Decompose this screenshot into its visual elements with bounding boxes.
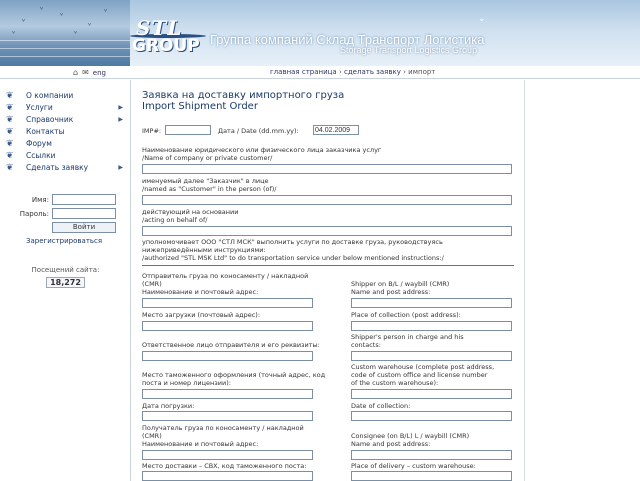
username-label: Имя: xyxy=(31,196,49,204)
authorization-text-en: /authorized "STL MSK Ltd" to do transportation service under below mentioned instructions:/ xyxy=(142,254,444,262)
company-name-en: Storage Transport Logistics Group xyxy=(340,45,478,55)
custom-warehouse-input[interactable] xyxy=(351,389,512,399)
authorization-text-2: нижеприведёнными инструкциями: xyxy=(142,246,266,254)
wave-bullet-icon: ❦ xyxy=(6,115,14,125)
page-title-en: Import Shipment Order xyxy=(142,101,258,112)
breadcrumb-home[interactable]: главная страница xyxy=(270,68,337,76)
shipper-person-input[interactable] xyxy=(351,351,512,361)
consignee-label-en: Consignee (on B/L) L / waybill (CMR) xyxy=(351,432,470,440)
breadcrumb: главная страница › сделать заявку › импорт xyxy=(270,68,436,76)
password-input[interactable] xyxy=(52,208,116,219)
imp-label: IMP#: xyxy=(142,127,162,135)
page-title xyxy=(142,90,344,112)
loading-place-input[interactable] xyxy=(142,321,313,331)
authorization-text: уполномочивает ООО "СТЛ МСК" выполнить услуги по доставке груза, руководствуясь xyxy=(142,238,443,246)
wave-bullet-icon: ❦ xyxy=(6,163,14,173)
home-icon[interactable]: ⌂ xyxy=(73,68,79,77)
site-header xyxy=(0,0,640,66)
shipper-contact-input[interactable] xyxy=(142,351,313,361)
nav-item-services[interactable]: ❦ Услуги ▶ xyxy=(6,103,123,113)
nav-item-contacts[interactable]: ❦ Контакты xyxy=(6,127,65,137)
consignee-name-en-input[interactable] xyxy=(351,450,512,460)
visit-counter xyxy=(0,266,131,288)
custom-warehouse-label: Custom warehouse (complete post address, xyxy=(351,363,495,371)
wave-bullet-icon: ❦ xyxy=(6,103,14,113)
shipper-person-label: Shipper's person in charge and his xyxy=(351,333,464,341)
represented-by-input[interactable] xyxy=(142,195,512,205)
section-divider xyxy=(142,265,514,266)
login-button[interactable]: Войти xyxy=(52,222,116,233)
wave-bullet-icon: ❦ xyxy=(6,127,14,137)
loading-date-label: Дата погрузки: xyxy=(142,402,195,410)
wave-bullet-icon: ❦ xyxy=(6,151,14,161)
import-order-form: Заявка на доставку импортного груза Import Shipment Order IMP#: Дата / Date (dd.mm.yy): 04.02.2009 Наименование юридического или физического лица заказчика услуг /Name of company or private customer/ именуемый далее "Заказчик" в лице /named as "Customer" in the person (of)/ действующий на основании /acting on behalf of/ уполномочивает ООО "СТЛ МСК" выполнить услуги по доставке груза, руководствуясь нижеприведёнными инструкциями: /authorized "STL MSK Ltd" to do transportation service under below mentioned instructions:/ Отправитель груза по коносаменту / накладной (CMR) Наименование и почтовый адрес: Место загрузки (почтовый адрес): Ответственное лицо отправителя и его реквизиты: Место таможенного оформления (точный адрес, код поста и номер лицензии): Дата погрузки: Получатель груза по коносаменту / накладной (CMR) Наименование и почтовый адрес: Место доставки – СВХ, код таможенного поста: Shipper on B/L / waybill (CMR) Name and post address: Place of collection (post address): Shipper's person in charge and his contacts: Custom warehouse (complete post address, code of custom office and license number of the custom warehouse): Date of collection: Consignee (on B/L) L / waybill (CMR) Name and post address: Place of delivery – custom warehouse: xyxy=(142,80,518,481)
shipper-label-ru: Отправитель груза по коносаменту / накладной xyxy=(142,272,309,280)
sidebar xyxy=(0,80,131,481)
acting-basis-label-en: /acting on behalf of/ xyxy=(142,216,208,224)
nav-item-about[interactable]: ❦ О компании xyxy=(6,91,74,101)
login-form xyxy=(0,194,131,245)
main-nav xyxy=(0,90,131,174)
date-label: Дата / Date (dd.mm.yy): xyxy=(218,127,299,135)
collection-date-input[interactable] xyxy=(351,411,512,421)
nav-item-reference[interactable]: ❦ Справочник ▶ xyxy=(6,115,123,125)
consignee-name-input[interactable] xyxy=(142,450,313,460)
username-input[interactable] xyxy=(52,194,116,205)
collection-place-input[interactable] xyxy=(351,321,512,331)
shipper-name-en-input[interactable] xyxy=(351,298,512,308)
chevron-right-icon: ▶ xyxy=(118,104,123,111)
shipper-contact-label: Ответственное лицо отправителя и его реквизиты: xyxy=(142,341,320,349)
customer-label-en: /Name of company or private customer/ xyxy=(142,154,273,162)
wave-bullet-icon: ❦ xyxy=(6,139,14,149)
represented-by-label-en: /named as "Customer" in the person (of)/ xyxy=(142,185,277,193)
utility-bar xyxy=(0,66,640,79)
nav-item-forum[interactable]: ❦ Форум xyxy=(6,139,52,149)
customs-clearance-label: Место таможенного оформления (точный адрес, код xyxy=(142,371,326,379)
represented-by-label: именуемый далее "Заказчик" в лице xyxy=(142,177,269,185)
nav-item-links[interactable]: ❦ Ссылки xyxy=(6,151,56,161)
content-divider xyxy=(524,80,525,481)
customer-label: Наименование юридического или физического лица заказчика услуг xyxy=(142,146,382,154)
page-title-ru: Заявка на доставку импортного груза xyxy=(142,90,345,101)
chevron-right-icon: ▶ xyxy=(118,164,123,171)
visit-counter-label: Посещений сайта: xyxy=(31,266,100,274)
mail-icon[interactable]: ✉ xyxy=(82,68,89,77)
delivery-place-input[interactable] xyxy=(142,471,313,481)
header-sea-photo: ᵛ ᵛ ᵛ ᵛ ᵛ ᵛ ᵛ xyxy=(0,0,130,66)
breadcrumb-current: импорт xyxy=(408,68,436,76)
collection-place-label: Place of collection (post address): xyxy=(351,311,461,319)
password-label: Пароль: xyxy=(19,210,49,218)
customer-name-input[interactable] xyxy=(142,164,512,174)
nav-item-make-order[interactable]: ❦ Сделать заявку ▶ xyxy=(6,163,123,173)
acting-basis-input[interactable] xyxy=(142,226,512,236)
customs-clearance-input[interactable] xyxy=(142,389,313,399)
date-input[interactable] xyxy=(313,125,359,135)
shipper-label-en: Shipper on B/L / waybill (CMR) xyxy=(351,280,450,288)
consignee-label-ru: Получатель груза по коносаменту / накладной xyxy=(142,424,304,432)
chevron-right-icon: ▶ xyxy=(118,116,123,123)
visit-counter-value: 18,272 xyxy=(46,277,85,288)
shipper-name-input[interactable] xyxy=(142,298,313,308)
delivery-warehouse-label: Place of delivery – custom warehouse: xyxy=(351,462,476,470)
imp-number-input[interactable] xyxy=(165,125,211,135)
seagull-icon: ⌄ xyxy=(478,14,486,24)
company-logo[interactable]: STL GROUP xyxy=(130,14,208,60)
acting-basis-label: действующий на основании xyxy=(142,208,239,216)
collection-date-label: Date of collection: xyxy=(351,402,411,410)
delivery-warehouse-input[interactable] xyxy=(351,471,512,481)
company-name-ru: Группа компаний Склад Транспорт Логистика xyxy=(210,32,485,47)
breadcrumb-order[interactable]: сделать заявку xyxy=(343,68,401,76)
loading-date-input[interactable] xyxy=(142,411,313,421)
delivery-place-label: Место доставки – СВХ, код таможенного поста: xyxy=(142,462,307,470)
wave-bullet-icon: ❦ xyxy=(6,91,14,101)
language-link[interactable]: eng xyxy=(92,69,106,77)
register-link[interactable]: Зарегистрироваться xyxy=(26,237,103,245)
loading-place-label: Место загрузки (почтовый адрес): xyxy=(142,311,261,319)
